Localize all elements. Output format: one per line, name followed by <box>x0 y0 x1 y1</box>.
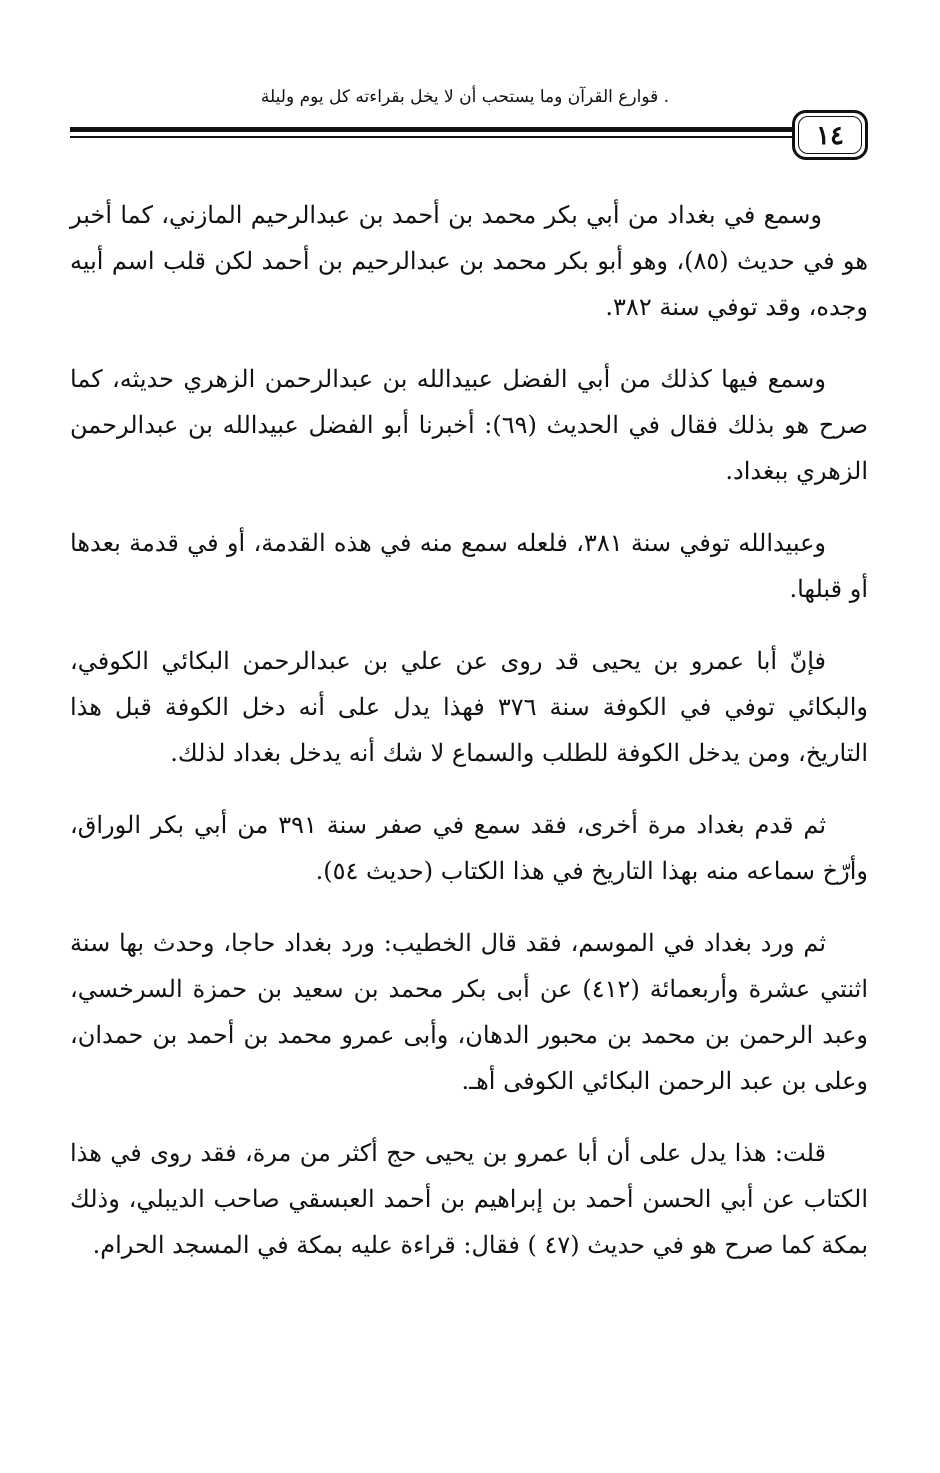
paragraph: وسمع فيها كذلك من أبي الفضل عبيدالله بن عبدالرحمن الزهري حديثه، كما صرح هو بذلك فقال في الحديث (٦٩): أخبرنا أبو الفضل عبيدالله بن عبدالرحمن الزهري ببغداد. <box>70 365 868 485</box>
paragraph: ثم قدم بغداد مرة أخرى، فقد سمع في صفر سنة ٣٩١ من أبي بكر الوراق، وأرّخ سماعه منه بهذا التاريخ في هذا الكتاب (حديث ٥٤). <box>70 811 868 885</box>
paragraph: ثم ورد بغداد في الموسم، فقد قال الخطيب: ورد بغداد حاجا، وحدث بها سنة اثنتي عشرة وأربعمائة (٤١٢) عن أبى بكر محمد بن سعيد بن حمزة السرخسي، وعبد الرحمن بن محمد بن محبور الدهان، وأبى عمرو محمد بن أحمد بن حمدان، وعلى بن عبد الرحمن البكائي الكوفى أهـ. <box>70 929 868 1095</box>
page-number: ١٤ <box>816 121 844 151</box>
body-text <box>70 192 868 1294</box>
paragraph: وسمع في بغداد من أبي بكر محمد بن أحمد بن عبدالرحيم المازني، كما أخبر هو في حديث (٨٥)، وهو أبو بكر محمد بن عبدالرحيم بن أحمد لكن قلب اسم أبيه وجده، وقد توفي سنة ٣٨٢. <box>70 201 868 321</box>
running-title: . قوارع القرآن وما يستحب أن لا يخل بقراءته كل يوم وليلة <box>260 87 670 107</box>
paragraph: قلت: هذا يدل على أن أبا عمرو بن يحيى حج أكثر من مرة، فقد روى في هذا الكتاب عن أبي الحسن أحمد بن إبراهيم بن أحمد العبسقي صاحب الديبلي، وذلك بمكة كما صرح هو في حديث (٤٧ ) فقال: قراءة عليه بمكة في المسجد الحرام. <box>70 1139 868 1259</box>
page-number-frame <box>792 110 868 160</box>
header-rule-thin <box>70 136 792 138</box>
paragraph: وعبيدالله توفي سنة ٣٨١، فلعله سمع منه في هذه القدمة، أو في قدمة بعدها أو قبلها. <box>70 529 868 603</box>
header-rule-thick <box>70 127 792 132</box>
paragraph: فإنّ أبا عمرو بن يحيى قد روى عن علي بن عبدالرحمن البكائي الكوفي، والبكائي توفي في الكوفة سنة ٣٧٦ فهذا يدل على أنه دخل الكوفة قبل هذا التاريخ، ومن يدخل الكوفة للطلب والسماع لا شك أنه يدخل بغداد لذلك. <box>70 647 868 767</box>
